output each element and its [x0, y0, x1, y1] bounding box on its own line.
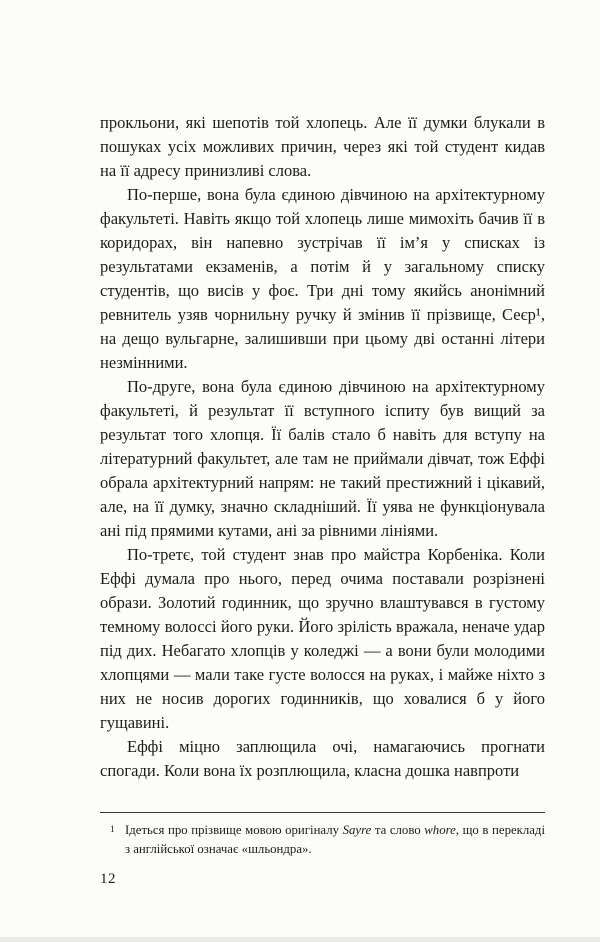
footnote-segment: Ідеться про прізвище мовою оригіналу	[125, 823, 343, 837]
body-text	[100, 111, 545, 783]
footnote-segment: , що в перекладі з англійської означає «шльондра».	[125, 823, 545, 856]
footnote-text	[125, 821, 545, 858]
footnote-segment-italic: whore	[424, 823, 456, 837]
footnote-segment-italic: Sayre	[342, 823, 372, 837]
footnote-segment: та слово	[371, 823, 425, 837]
body-paragraph: По-третє, той студент знав про майстра Корбеніка. Коли Еффі думала про нього, перед очима поставали розрізнені образи. Золотий годинник, що зручно влаштувався в густому темному волоссі його руки. Його зрілість вражала, неначе удар під дих. Небагато хлопців у коледжі — а вони були молодими хлопцями — мали таке густе волосся на руках, і майже ніхто з них не носив дорогих годинників, що ховалися б у його гущавині.	[100, 545, 545, 732]
body-paragraph: По-друге, вона була єдиною дівчиною на архітектурному факультеті, й результат її вступного іспиту був вищий за результат того хлопця. Її балів стало б навіть для вступу на літературний факультет, але там не приймали дівчат, тож Еффі обрала архітектурний напрям: не такий престижний і цікавий, але, на її думку, значно складніший. Її уява не функціонувала ані під прямими кутами, ані за рівними лініями.	[100, 377, 545, 540]
footnote-marker-number: 1	[110, 825, 115, 835]
footnote-divider	[100, 812, 545, 813]
footnote-marker	[100, 821, 125, 858]
page-number: 12	[100, 871, 116, 887]
body-paragraph: По-перше, вона була єдиною дівчиною на архітектурному факультеті. Навіть якщо той хлопець лише мимохіть бачив її в коридорах, він напевно зустрічав її ім’я у списках із результатами екзаменів, а потім й у загальному списку студентів, що висів у фоє. Три дні тому якийсь анонімний ревнитель узяв чорнильну ручку й змінив її прізвище, Сеєр¹, на дещо вульгарне, залишивши при цьому дві останні літери незмінними.	[100, 185, 545, 372]
page-bottom-edge	[0, 937, 600, 942]
body-paragraph: прокльони, які шепотів той хлопець. Але її думки блукали в пошуках усіх можливих причин, через які той студент кидав на її адресу принизливі слова.	[100, 113, 545, 180]
body-paragraph: Еффі міцно заплющила очі, намагаючись прогнати спогади. Коли вона їх розплющила, класна дошка навпроти	[100, 737, 545, 780]
footnote-area	[100, 812, 545, 858]
footnote	[100, 821, 545, 858]
